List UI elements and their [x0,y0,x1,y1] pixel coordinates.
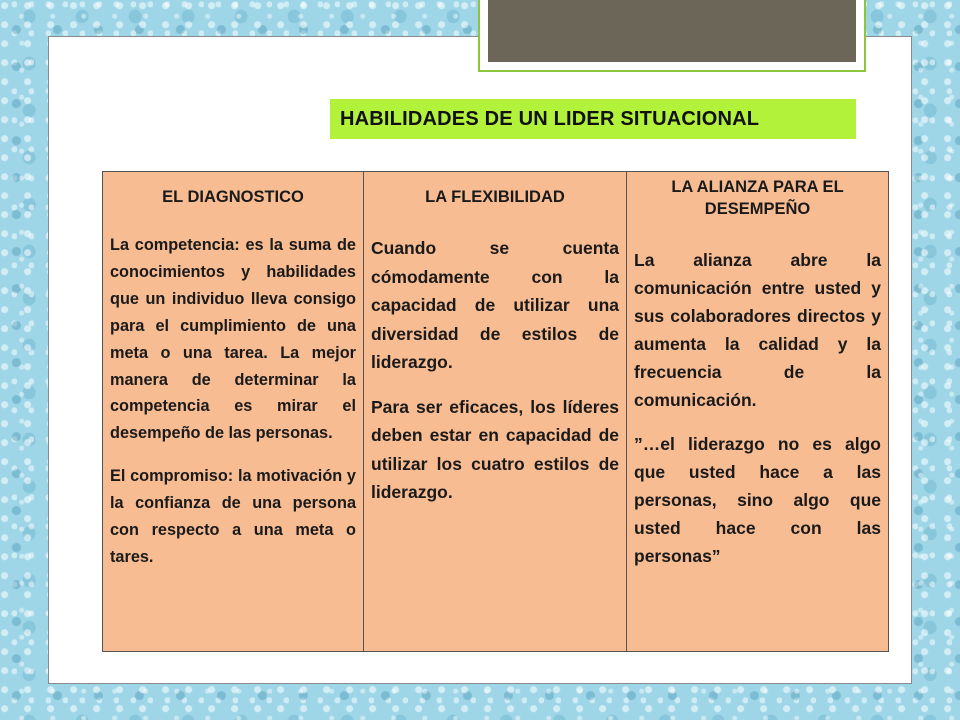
column-alianza [627,172,889,652]
paragraph-alianza-1: La alianza abre la comunicación entre usted y sus colaboradores directos y aumenta la calidad y la frecuencia de la comunicación. [634,250,881,410]
column-header-flexibilidad: LA FLEXIBILIDAD [425,188,565,206]
column-header-alianza: LA ALIANZA PARA EL DESEMPEÑO [671,178,844,218]
label-competencia: La competencia: [110,236,240,254]
slide-title: HABILIDADES DE UN LIDER SITUACIONAL [340,107,760,130]
column-diagnostico [103,172,364,652]
skills-table [102,171,889,652]
text-competencia: es la suma de conocimientos y habilidades que un individuo lleva consigo para el cumplimiento de una meta o una tarea. La mejor manera de determinar la competencia es mirar el desempeño de las personas. [110,236,356,443]
column-header-diagnostico: EL DIAGNOSTICO [162,188,304,206]
column-flexibilidad [364,172,627,652]
paragraph-alianza-quote: ”…el liderazgo no es algo que usted hace a las personas, sino algo que usted hace con las personas” [634,434,881,566]
paragraph-flexibilidad-2: Para ser eficaces, los líderes deben estar en capacidad de utilizar los cuatro estilos de liderazgo. [371,396,619,502]
text-compromiso: la motivación y la confianza de una persona con respecto a una meta o tares. [110,467,356,566]
paragraph-competencia [110,232,356,447]
title-banner [330,99,856,139]
table-row [103,172,889,652]
paragraph-flexibilidad-1: Cuando se cuenta cómodamente con la capacidad de utilizar una diversidad de estilos de liderazgo. [371,238,619,372]
label-compromiso: El compromiso: [110,467,234,486]
decorative-frame [478,0,866,72]
decorative-frame-fill [488,0,856,62]
paragraph-compromiso [110,463,356,571]
